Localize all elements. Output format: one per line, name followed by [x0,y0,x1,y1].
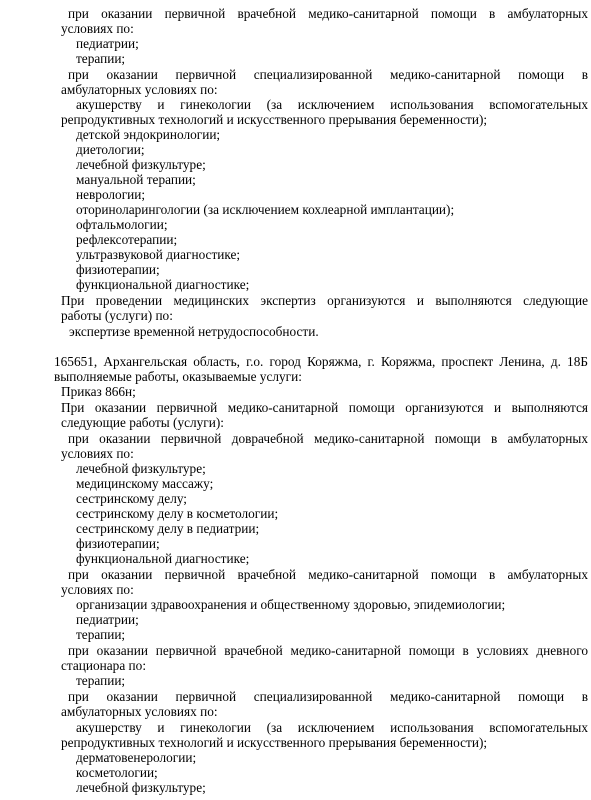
text-line: косметологии; [76,765,158,780]
text-line: при оказании первичной врачебной медико-санитарной помощи в амбулаторных [68,567,588,582]
text-line: экспертизе временной нетрудоспособности. [69,324,319,339]
text-line: лечебной физкультуре; [76,461,206,476]
text-line: работы (услуги) по: [61,308,173,323]
text-line: оториноларингологии (за исключением кохлеарной имплантации); [76,202,455,217]
text-line: условиях по: [61,21,134,36]
text-line: ультразвуковой диагностике; [76,247,241,262]
text-line: стационара по: [61,658,147,673]
text-line: Приказ 866н; [61,384,136,399]
text-line: мануальной терапии; [76,172,196,187]
text-line: лечебной физкультуре; [76,780,206,795]
text-line: педиатрии; [76,612,139,627]
text-line: организации здравоохранения и общественному здоровью, эпидемиологии; [76,597,506,612]
text-line: физиотерапии; [76,262,160,277]
text-line: амбулаторных условиях по: [61,704,218,719]
text-line: медицинскому массажу; [76,476,214,491]
text-line: терапии; [76,51,126,66]
text-line: При проведении медицинских экспертиз организуются и выполняются следующие [61,293,588,308]
text-line: терапии; [76,673,126,688]
address-line: 165651, Архангельская область, г.о. город Коряжма, г. Коряжма, проспект Ленина, д. 18Б [54,354,588,369]
text-line: акушерству и гинекологии (за исключением использования вспомогательных [76,720,588,735]
text-line: условиях по: [61,582,134,597]
text-line: сестринскому делу; [76,491,187,506]
text-line: акушерству и гинекологии (за исключением использования вспомогательных [76,97,588,112]
text-line: диетологии; [76,142,145,157]
text-line: выполняемые работы, оказываемые услуги: [54,369,302,384]
text-line: условиях по: [61,446,134,461]
text-line: репродуктивных технологий и искусственного прерывания беременности); [61,112,488,127]
text-line: функциональной диагностике; [76,277,250,292]
text-line: детской эндокринологии; [76,127,221,142]
text-line: сестринскому делу в косметологии; [76,506,279,521]
text-line: офтальмологии; [76,217,168,232]
text-line: При оказании первичной медико-санитарной помощи организуются и выполняются [61,400,588,415]
text-line: при оказании первичной специализированной медико-санитарной помощи в [68,689,588,704]
text-line: функциональной диагностике; [76,551,250,566]
text-line: при оказании первичной врачебной медико-санитарной помощи в условиях дневного [68,643,588,658]
text-line: неврологии; [76,187,146,202]
text-line: репродуктивных технологий и искусственного прерывания беременности); [61,735,488,750]
text-line: педиатрии; [76,36,139,51]
text-line: при оказании первичной врачебной медико-санитарной помощи в амбулаторных [68,6,588,21]
text-line: амбулаторных условиях по: [61,82,218,97]
text-line: терапии; [76,627,126,642]
text-line: следующие работы (услуги): [61,415,225,430]
text-line: при оказании первичной доврачебной медико-санитарной помощи в амбулаторных [68,431,588,446]
text-line: при оказании первичной специализированной медико-санитарной помощи в [68,67,588,82]
text-line: сестринскому делу в педиатрии; [76,521,260,536]
text-line: лечебной физкультуре; [76,157,206,172]
text-line: дерматовенерологии; [76,750,197,765]
text-line: физиотерапии; [76,536,160,551]
text-line: рефлексотерапии; [76,232,178,247]
